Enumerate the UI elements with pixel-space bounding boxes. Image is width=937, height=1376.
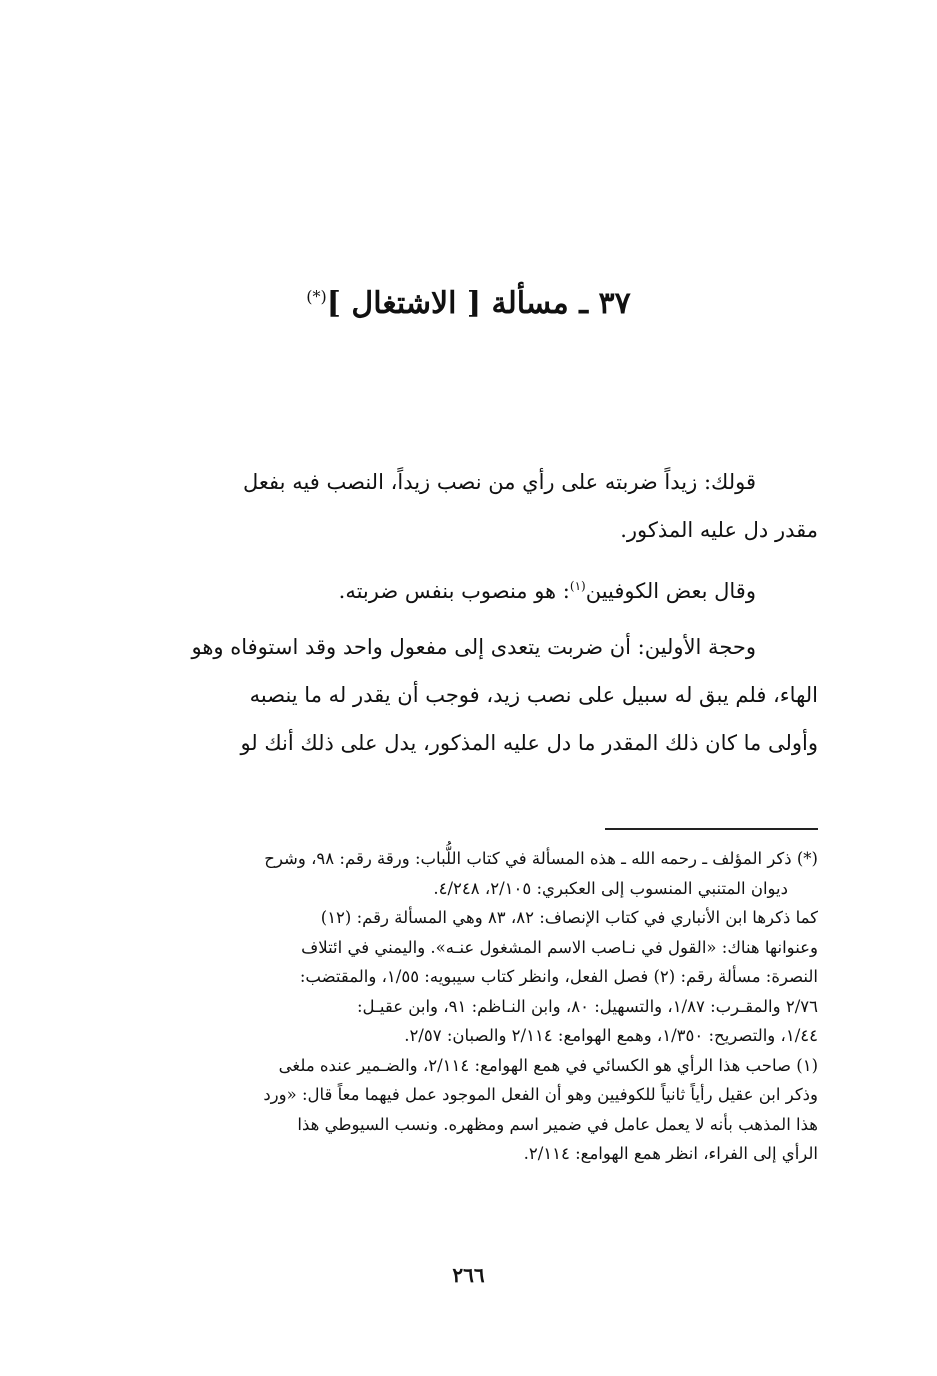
- p2-start: وقال بعض الكوفيين: [585, 579, 756, 603]
- p3-line-1: وحجة الأولين: أن ضربت يتعدى إلى مفعول واحد وقد استوفاه وهو: [191, 635, 756, 659]
- footnote-star-line-1: (*) ذكر المؤلف ـ رحمه الله ـ هذه المسألة في كتاب اللُّباب: ورقة رقم: ٩٨، وشرح: [264, 849, 818, 868]
- paragraph-1: [118, 458, 818, 554]
- p1-line-2: مقدر دل عليه المذكور.: [620, 518, 818, 542]
- footnote-star-line-7: ١/٤٤، والتصريح: ١/٣٥٠، وهمع الهوامع: ٢/١١٤ والصبان: ٢/٥٧.: [404, 1026, 818, 1045]
- section-dash: ـ: [579, 286, 588, 321]
- footnote-1-line-3: هذا المذهب بأنه لا يعمل عامل في ضمير اسم ومظهره. ونسب السيوطي هذا: [297, 1114, 818, 1134]
- footnote-star-line-5: النصرة: مسألة رقم: (٢) فصل الفعل، وانظر كتاب سيبويه: ١/٥٥، والمقتضب:: [299, 967, 818, 986]
- paragraph-3: [118, 623, 818, 767]
- section-heading-text: مسألة [ الاشتغال ]: [326, 286, 569, 321]
- footnote-star-line-6: ٢/٧٦ والمقـرب: ١/٨٧، والتسهيل: ٨٠، وابن النـاظم: ٩١، وابن عقيـل:: [357, 996, 818, 1016]
- footnote-1-line-2: وذكر ابن عقيل رأياً ثانياً للكوفيين وهو أن الفعل الموجود عمل فيهما معاً قال: «ورد: [263, 1085, 818, 1104]
- footnote-1-line-1: (١) صاحب هذا الرأي هو الكسائي في همع الهوامع: ٢/١١٤، والضـمير عنده ملغى: [278, 1055, 818, 1075]
- heading-footnote-marker: (*): [306, 287, 327, 306]
- footnote-separator: [605, 828, 818, 830]
- p3-line-3: وأولى ما كان ذلك المقدر ما دل عليه المذكور، يدل على ذلك أنك لو: [240, 731, 818, 755]
- footnote-star-line-4: وعنوانها هناك: «القول في نـاصب الاسم المشغول عنـه». واليمني في ائتلاف: [301, 937, 818, 957]
- footnote-1: [118, 1051, 818, 1169]
- main-text: [118, 458, 818, 767]
- footnote-ref-1: (١): [569, 579, 586, 593]
- p3-line-2: الهاء، فلم يبق له سبيل على نصب زيد، فوجب أن يقدر له ما ينصبه: [249, 683, 818, 707]
- section-number: ٣٧: [598, 286, 631, 321]
- footnotes: [118, 844, 818, 1169]
- section-title: [120, 272, 817, 329]
- footnote-1-line-4: الرأي إلى الفراء، انظر همع الهوامع: ٢/١١٤.: [523, 1144, 818, 1163]
- footnote-star-line-3: كما ذكرها ابن الأنباري في كتاب الإنصاف: ٨٢، ٨٣ وهي المسألة رقم: (١٢): [320, 908, 818, 927]
- paragraph-2: [118, 562, 818, 615]
- page-number: ٢٦٦: [452, 1263, 485, 1287]
- p1-line-1: قولك: زيداً ضربته على رأي من نصب زيداً، النصب فيه بفعل: [243, 470, 756, 494]
- p2-end: : هو منصوب بنفس ضربته.: [338, 579, 570, 603]
- footnote-star-line-2: ديوان المتنبي المنسوب إلى العكبري: ٢/١٠٥، ٤/٢٤٨.: [433, 878, 788, 898]
- footnote-star: [118, 844, 818, 1051]
